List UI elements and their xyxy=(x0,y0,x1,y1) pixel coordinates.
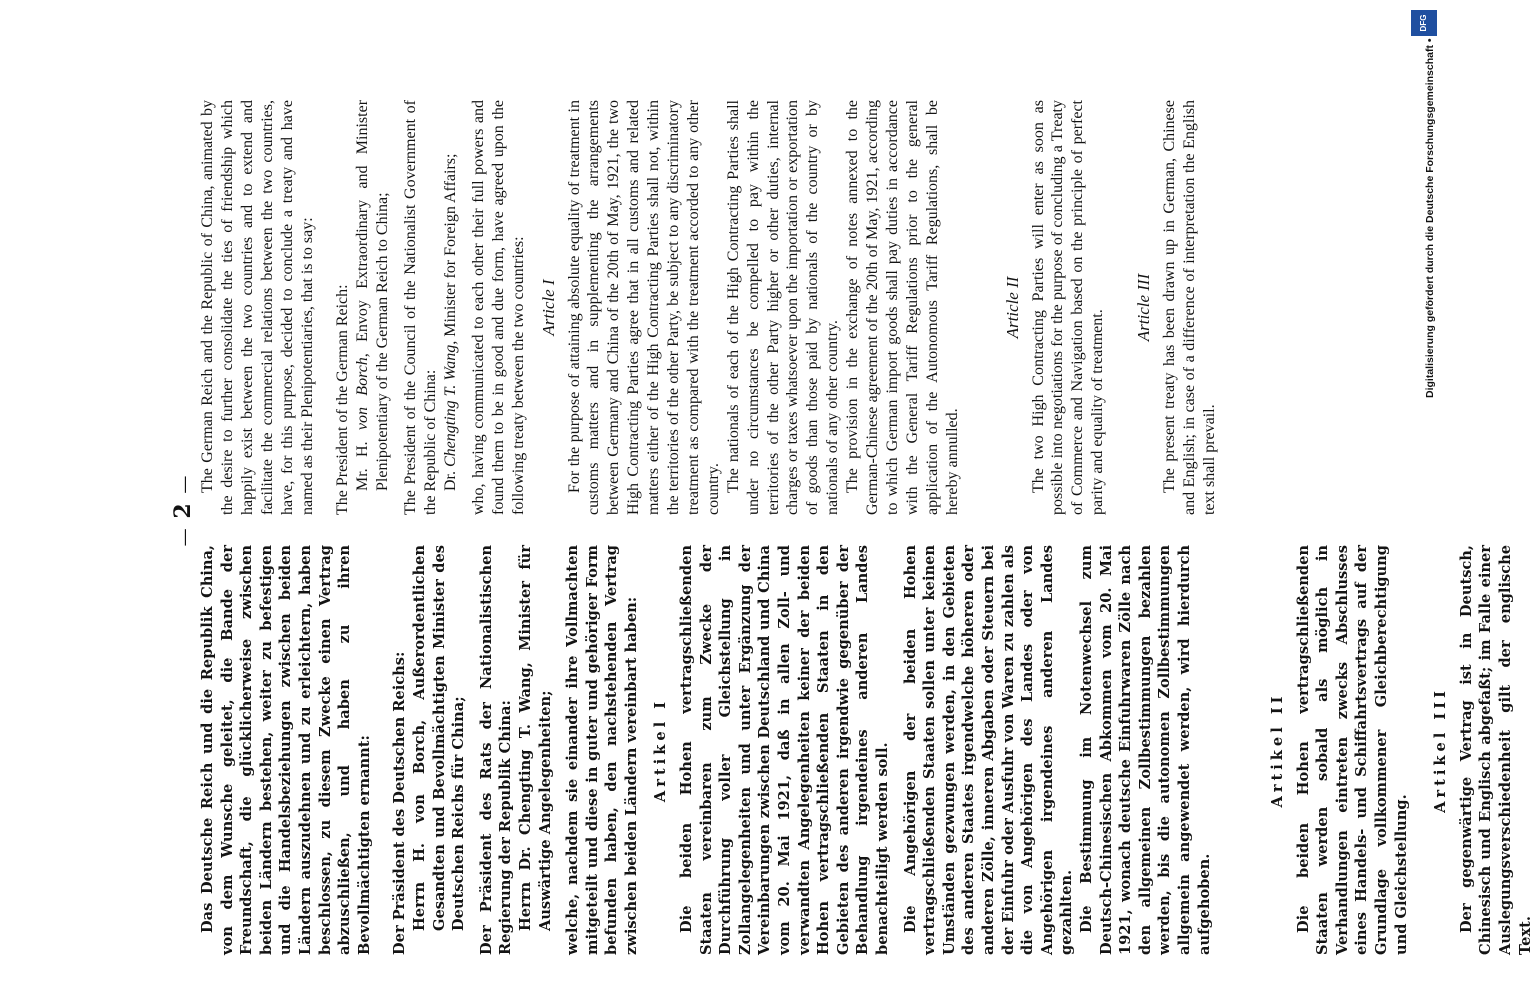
german-preamble: Das Deutsche Reich und die Republik China, von dem Wunsche geleitet, die Bande der Freundschaft, die glücklicherweise zwischen beiden Ländern bestehen, weiter zu befestigen und die Handelsbeziehungen zwischen beiden Ländern auszudehnen und zu erleichtern, haben beschlossen, zu diesem Zwecke einen Vertrag abzuschließen, und haben zu ihren Bevollmächtigten ernannt: xyxy=(199,545,373,955)
english-article-3-heading: Article III xyxy=(1134,273,1154,342)
english-article-1-para-3: The provision in the exchange of notes annexed to the German-Chinese agreement of the 20th of May, 1921, according to which German import goods shall pay duties in accordance with the General Tariff Regulations prior to the general application of the Autonomous Tariff Regulations, shall be hereby annulled. xyxy=(844,100,961,515)
german-article-1-heading: Artikel I xyxy=(652,697,670,803)
english-plenipotentiary-wang: Dr. Chengting T. Wang, Minister for Foreign Affairs; xyxy=(441,153,459,491)
german-article-1-para-3: Die Bestimmung im Notenwechsel zum Deutsch-Chinesischen Abkommen vom 20. Mai 1921, wonach deutsche Einfuhrwaren Zölle nach den allgemeinen Zollbestimmungen bezahlen werden, bis die autonomen Zollbestimmungen allgemein angewendet werden, wird hierdurch aufgehoben. xyxy=(1077,545,1213,955)
page-number: — 2 — xyxy=(170,473,196,547)
english-article-2-para-1: The two High Contracting Parties will enter as soon as possible into negotiations for the purpose of concluding a Treaty of Commerce and Navigation based on the principle of perfect parity and equality of treatment. xyxy=(1029,100,1107,515)
dfg-logo: DFG xyxy=(1411,10,1437,36)
digitization-credit xyxy=(1410,6,1440,396)
english-article-3-para-1: The present treaty has been drawn up in German, Chinese and English; in case of a difference of interpretation the English text shall prevail. xyxy=(1161,100,1218,515)
german-article-3-para-1: Der gegenwärtige Vertrag ist in Deutsch, Chinesisch und Englisch abgefaßt; im Falle einer Auslegungsverschiedenheit gilt der englische Text. xyxy=(1457,545,1534,955)
german-president-reich: Der Präsident des Deutschen Reichs: xyxy=(391,651,409,955)
english-plenipotentiary-borch: Mr. H. von Borch, Envoy Extraordinary and Minister Plenipotentiary of the German Reich to China; xyxy=(354,99,392,491)
english-agreement-clause: who, having communicated to each other their full powers and found them to be in good and due form, have agreed upon the following treaty between the two countries: xyxy=(469,100,527,515)
english-president-reich: The President of the German Reich: xyxy=(334,284,352,515)
english-article-1-heading: Article I xyxy=(538,279,558,336)
english-column xyxy=(198,100,1220,515)
english-preamble: The German Reich and the Republic of China, animated by the desire to further consolidate the ties of friendship which happily exist between the two countries and to extend and facilitate the commercial relations between the two countries, have, for this purpose, decided to conclude a treaty and have named as their Plenipotentiaries, that is to say: xyxy=(199,100,316,515)
english-article-1-para-1: For the purpose of attaining absolute equality of treatment in customs matters and in supplementing the arrangements between Germany and China of the 20th of May, 1921, the two High Contracting Parties agree that in all customs and related matters either of the High Contracting Parties shall not, within the territories of the other Party, be subject to any discriminatory treatment as compared with the treatment accorded to any other country. xyxy=(565,100,722,515)
german-article-3-heading: Artikel III xyxy=(1432,687,1450,813)
german-plenipotentiary-wang: Herrn Dr. Chengting T. Wang, Minister für Auswärtige Angelegenheiten; xyxy=(516,545,554,931)
digitization-credit-text: Digitalisierung gefördert durch die Deutsche Forschungsgemeinschaft • xyxy=(1424,38,1436,398)
german-president-council: Der Präsident des Rats der Nationalistischen Regierung der Republik China: xyxy=(477,545,515,955)
german-agreement-clause: welche, nachdem sie einander ihre Vollmachten mitgeteilt und diese in guter und gehöriger Form befunden haben, den nachstehenden Vertrag zwischen beiden Ländern vereinbart haben: xyxy=(564,545,640,955)
german-article-2-para-1: Die beiden Hohen vertragschließenden Staaten werden sobald als möglich in Verhandlungen eintreten zwecks Abschlusses eines Handels- und Schiffahrtsvertrags auf der Grundlage vollkommener Gleichberechtigung und Gleichstellung. xyxy=(1294,545,1410,955)
german-article-2-heading: Artikel II xyxy=(1269,692,1287,808)
english-president-council: The President of the Council of the Nationalist Government of the Republic of China: xyxy=(402,100,440,515)
german-plenipotentiary-borch: Herrn H. von Borch, Außerordentlichen Gesandten und Bevollmächtigten Minister des Deutschen Reichs für China; xyxy=(410,545,468,931)
german-column xyxy=(198,545,1535,955)
german-article-1-para-2: Die Angehörigen der beiden Hohen vertragschließenden Staaten sollen unter keinen Umständen gezwungen werden, in den Gebieten des anderen Staates irgendwelche höheren oder anderen Zölle, inneren Abgaben oder Steuern bei der Einfuhr oder Ausfuhr von Waren zu zahlen als die von Angehörigen des Landes oder von Angehörigen irgendeines anderen Landes gezahlten. xyxy=(901,545,1076,955)
english-article-1-para-2: The nationals of each of the High Contracting Parties shall under no circumstances be compelled to pay within the territories of the other Party higher or other duties, internal charges or taxes whatsoever upon the importation or exportation of goods than those paid by nationals of the country or by nationals of any other country. xyxy=(724,100,842,515)
german-article-1-para-1: Die beiden Hohen vertragschließenden Staaten vereinbaren zum Zwecke der Durchführung voller Gleichstellung in Zollangelegenheiten und unter Ergänzung der Vereinbarungen zwischen Deutschland und China vom 20. Mai 1921, daß in allen Zoll- und verwandten Angelegenheiten keiner der beiden Hohen vertragschließenden Staaten in den Gebieten des anderen irgendwie gegenüber der Behandlung irgendeines anderen Landes benachteiligt werden soll. xyxy=(678,545,891,955)
english-article-2-heading: Article II xyxy=(1002,276,1022,339)
